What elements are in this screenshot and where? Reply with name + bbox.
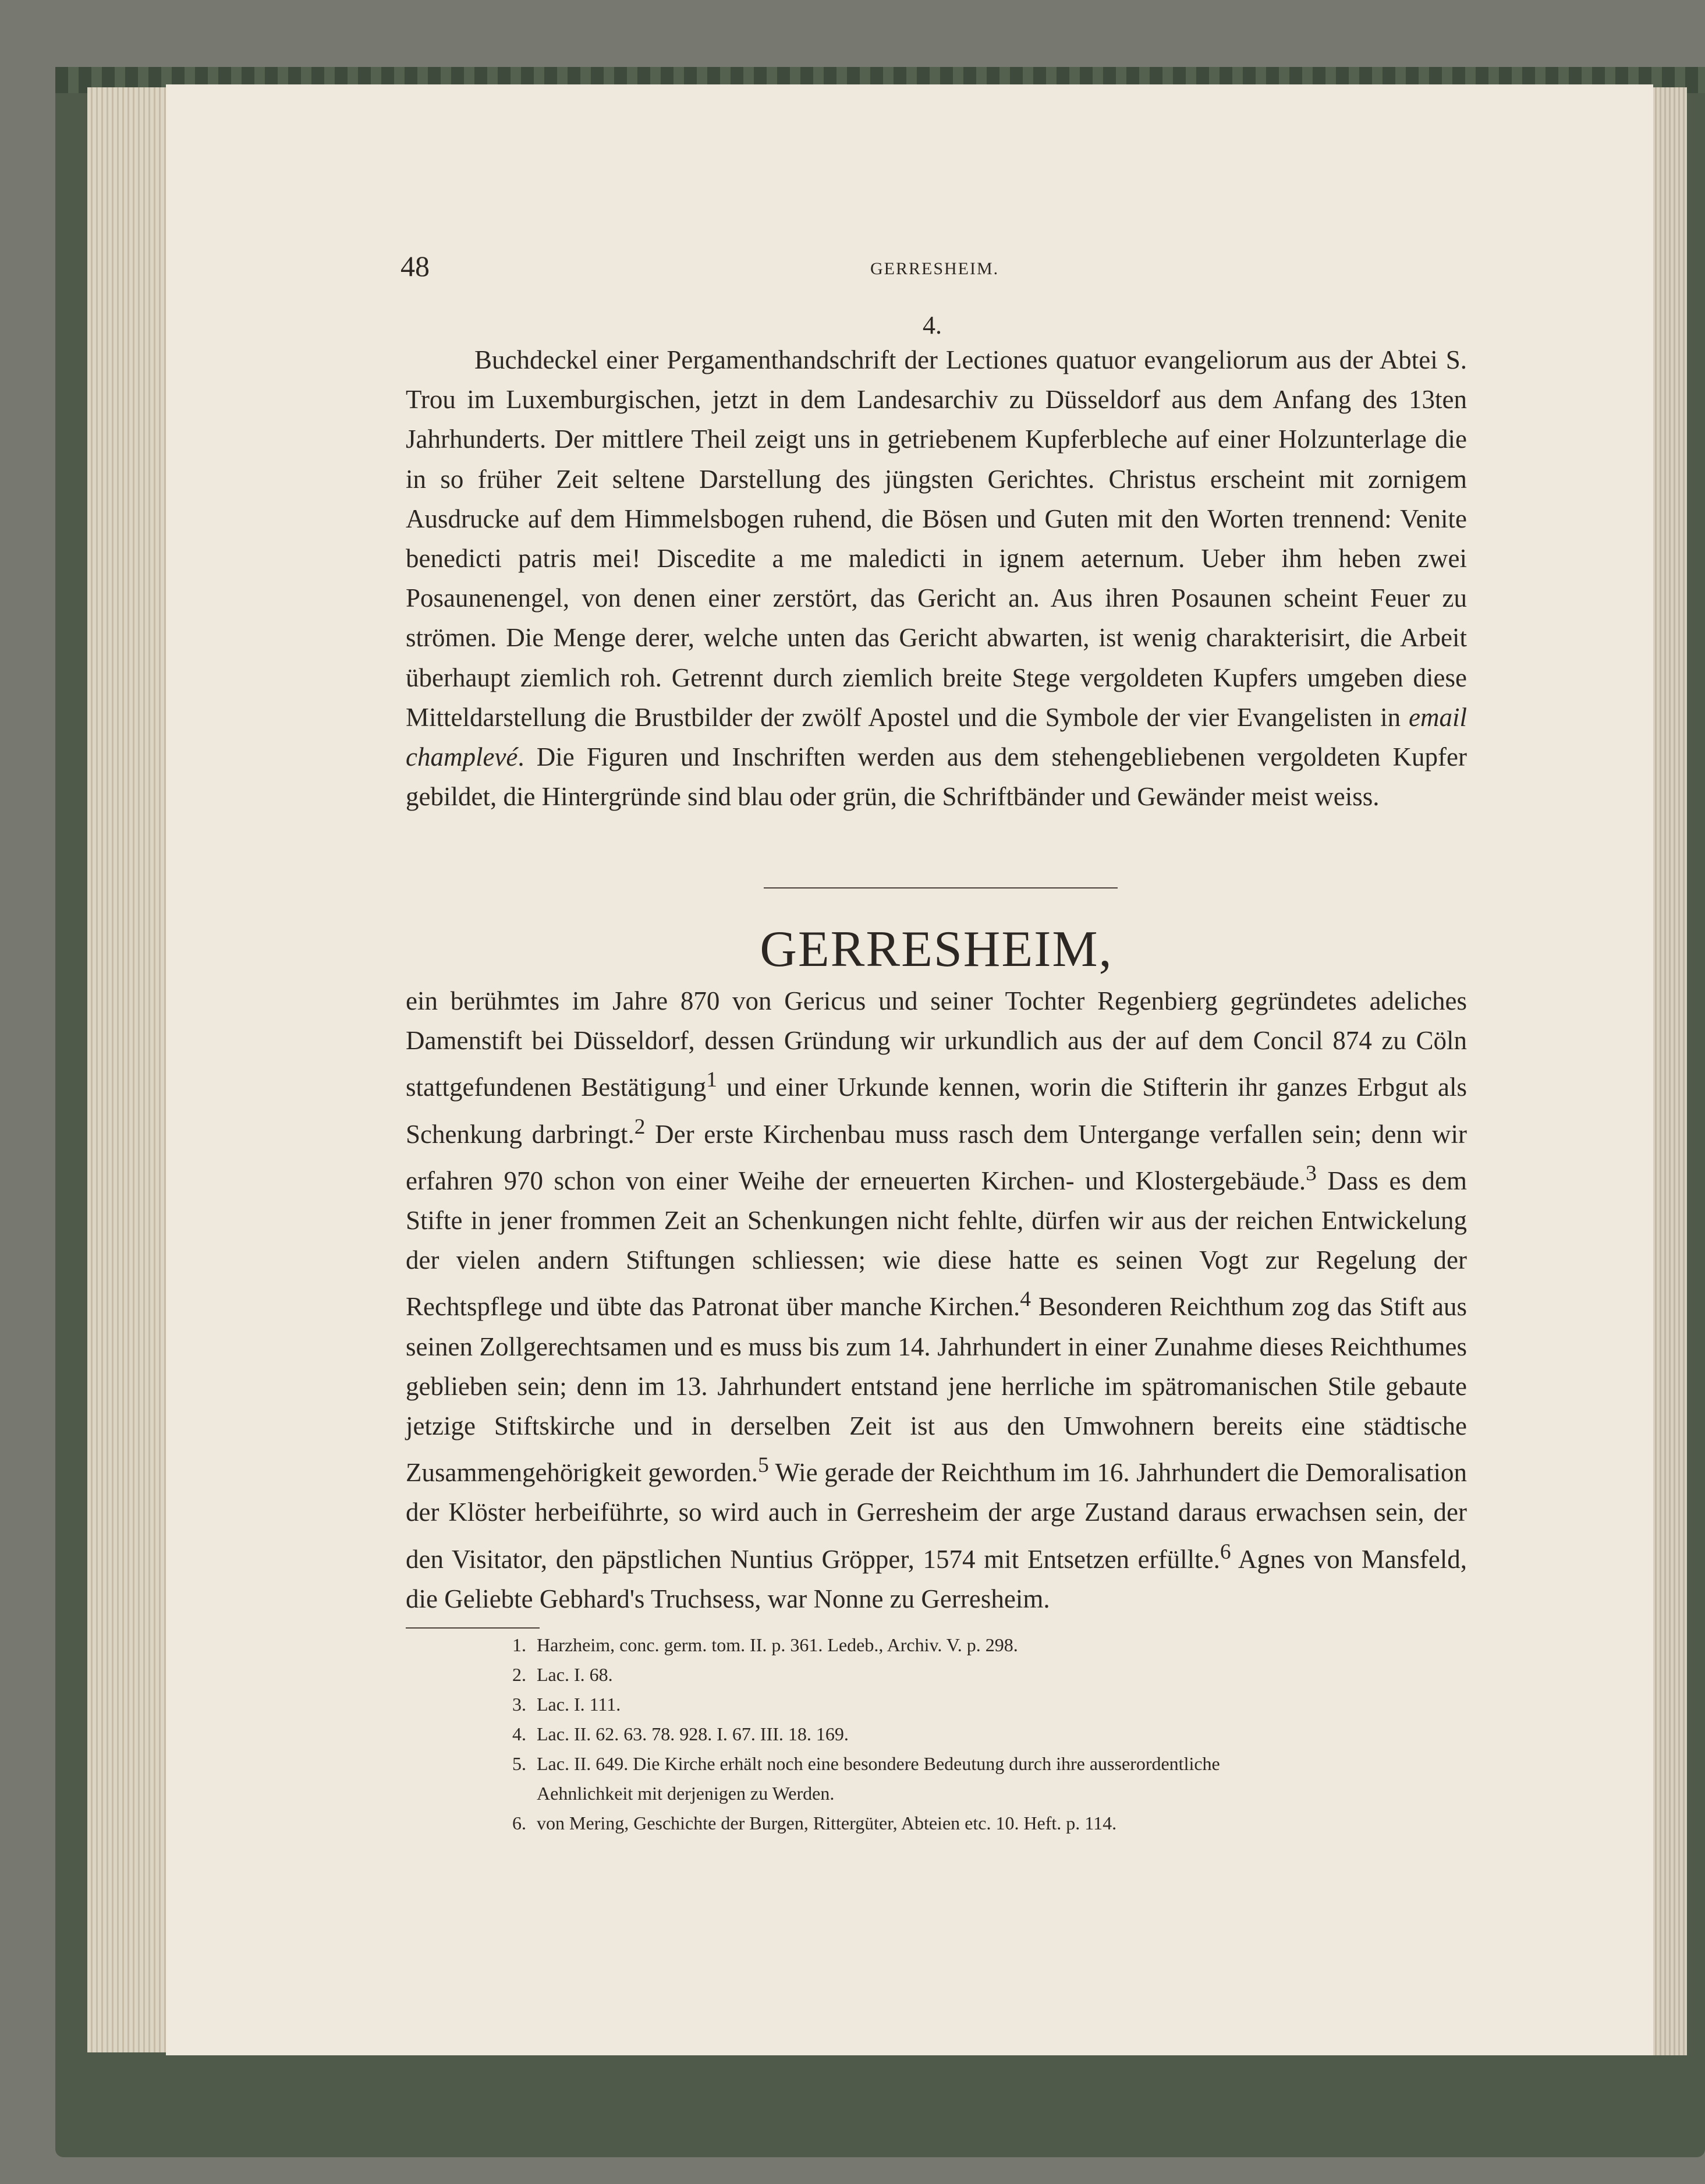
footnote-number: 4.	[512, 1723, 526, 1744]
paragraph-text: Buchdeckel einer Pergamenthandschrift der Lectiones quatuor evangeliorum aus der Abtei S. Trou im Luxemburgischen, jetzt in dem Landesarchiv zu Düsseldorf aus dem Anfang des 13ten Jahrhunderts. Der mittlere Theil zeigt uns in getriebenem Kupferbleche auf einer Holzunterlage die in so früher Zeit seltene Darstellung des jüngsten Gerichtes. Christus erscheint mit zornigem Ausdrucke auf dem Himmelsbogen ruhend, die Bösen und Guten mit den Worten trennend: Venite benedicti patris mei! Discedite a me maledicti in ignem aeternum. Ueber ihm heben zwei Posaunenengel, von denen einer zerstört, das Gericht an. Aus ihren Posaunen scheint Feuer zu strömen. Die Menge derer, welche unten das Gericht abwarten, ist wenig charakterisirt, die Arbeit überhaupt ziemlich roh. Getrennt durch ziemlich breite Stege vergoldeten Kupfers umgeben diese Mitteldarstellung die Brustbilder der zwölf Apostel und die Symbole der vier Evangelisten in	[406, 345, 1467, 732]
footnotes	[512, 1630, 1479, 1838]
paragraph-text: Agnes von Mansfeld, die Geliebte Gebhard's Truchsess, war Nonne zu Gerresheim.	[406, 1544, 1467, 1613]
paragraph-text: Der erste Kirchenbau muss rasch dem Untergange verfallen sein; denn wir erfahren 970 schon von einer Weihe der erneuerten Kirchen- und Klostergebäude.	[406, 1119, 1467, 1195]
footnote-number: 6.	[512, 1813, 526, 1833]
running-head: GERRESHEIM.	[870, 259, 999, 278]
footnote	[512, 1749, 1479, 1779]
footnote-ref: 6	[1220, 1539, 1231, 1564]
footnote-continuation: Aehnlichkeit mit derjenigen zu Werden.	[537, 1783, 835, 1804]
page-stack-edges	[87, 87, 169, 2052]
footnote-text: Harzheim, conc. germ. tom. II. p. 361. Ledeb., Archiv. V. p. 298.	[537, 1634, 1018, 1655]
paragraph-text: Besonderen Reichthum zog das Stift aus seinen Zollgerechtsamen und es muss bis zum 14. Jahrhundert in einer Zunahme dieses Reichthumes geblieben sein; denn im 13. Jahrhundert entstand jene herrliche im spätromanischen Stile gebaute jetzige Stiftskirche und in derselben Zeit ist aus den Umwohnern bereits eine städtische Zusammengehörigkeit geworden.	[406, 1292, 1467, 1488]
footnote-text: Lac. I. 111.	[537, 1694, 621, 1715]
paragraph-text: ein berühmtes im Jahre 870 von Gericus und seiner Tochter Regenbierg gegründetes adeliches Damenstift bei Düsseldorf, dessen Gründung wir urkundlich aus der auf dem Concil 874 zu Cöln stattgefundenen Bestätigung	[406, 986, 1467, 1102]
footnote-number: 3.	[512, 1694, 526, 1715]
footnote	[512, 1660, 1479, 1690]
italic-term: email champlevé	[406, 702, 1467, 772]
footnote-rule	[406, 1627, 540, 1629]
footnote-text: Lac. II. 62. 63. 78. 928. I. 67. III. 18. 169.	[537, 1723, 849, 1744]
footnote-ref: 4	[1020, 1287, 1031, 1312]
paragraph-text: Wie gerade der Reichthum im 16. Jahrhundert die Demoralisation der Klöster herbeiführte, so wird auch in Gerresheim der arge Zustand daraus erwachsen sein, der den Visitator, den päpstlichen Nuntius Gröpper, 1574 mit Entsetzen erfüllte.	[406, 1458, 1467, 1574]
footnote-number: 1.	[512, 1634, 526, 1655]
entry-heading: GERRESHEIM,	[760, 921, 1113, 978]
gerresheim-paragraph	[406, 981, 1467, 1619]
section-4-paragraph	[406, 340, 1467, 816]
section-number: 4.	[923, 311, 942, 339]
footnote-ref: 5	[758, 1453, 769, 1478]
footnote-text: Lac. I. 68.	[537, 1664, 613, 1685]
footnote	[512, 1690, 1479, 1719]
footnote-ref: 2	[634, 1114, 646, 1139]
footnote-ref: 1	[706, 1068, 717, 1092]
footnote-text: von Mering, Geschichte der Burgen, Rittergüter, Abteien etc. 10. Heft. p. 114.	[537, 1813, 1117, 1833]
section-divider	[764, 887, 1118, 889]
footnote	[512, 1808, 1479, 1838]
footnote-text: Lac. II. 649. Die Kirche erhält noch eine besondere Bedeutung durch ihre ausserordentliche	[537, 1753, 1220, 1774]
footnote	[512, 1719, 1479, 1749]
page-right-edge	[1652, 87, 1687, 2055]
footnote	[512, 1630, 1479, 1660]
paragraph-text: Dass es dem Stifte in jener frommen Zeit an Schenkungen nicht fehlte, dürfen wir aus der reichen Entwickelung der vielen andern Stiftungen schliessen; wie diese hatte es seinen Vogt zur Regelung der Rechtspflege und übte das Patronat über manche Kirchen.	[406, 1166, 1467, 1322]
footnote-number: 2.	[512, 1664, 526, 1685]
footnote-ref: 3	[1306, 1161, 1317, 1185]
paragraph-text: . Die Figuren und Inschriften werden aus dem stehengebliebenen vergoldeten Kupfer gebildet, die Hintergründe sind blau oder grün, die Schriftbänder und Gewänder meist weiss.	[406, 742, 1467, 812]
paragraph-text: und einer Urkunde kennen, worin die Stifterin ihr ganzes Erbgut als Schenkung darbringt.	[406, 1072, 1467, 1149]
page-number: 48	[400, 250, 430, 282]
footnote-number: 5.	[512, 1753, 526, 1774]
